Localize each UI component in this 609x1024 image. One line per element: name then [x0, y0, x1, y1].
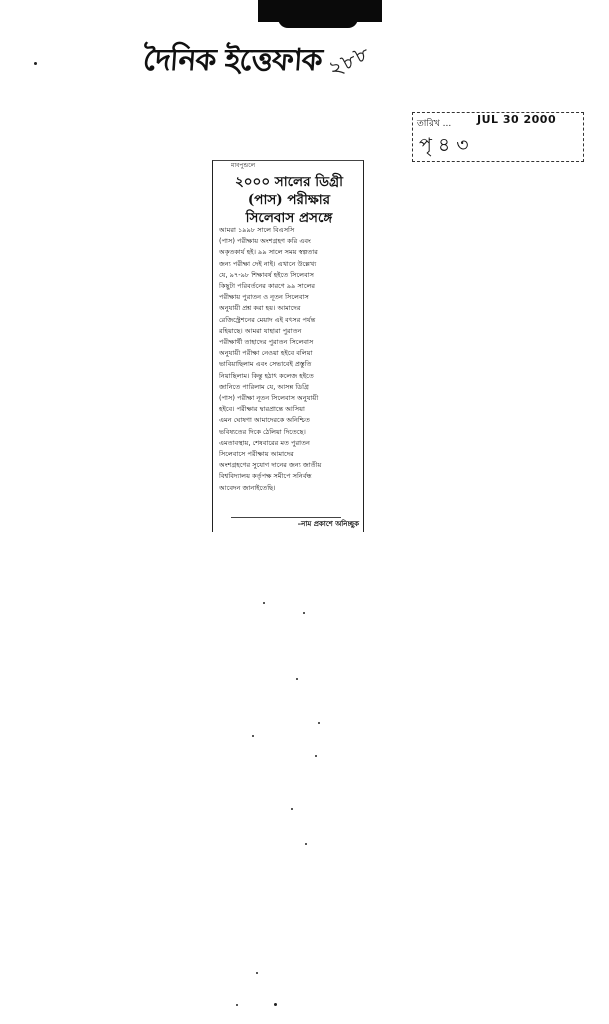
body-line: আমরা ১৯৯৮ সালে বিএসসি — [219, 226, 295, 234]
scan-speck — [252, 735, 254, 737]
handwritten-page-number: ২৮৮ — [324, 40, 374, 83]
body-line: এমতাবস্থায়, শেষবারের মত পুরাতন — [219, 438, 310, 447]
clip-source: মাবপুন্ডলে — [231, 162, 256, 169]
body-line: পরীক্ষার্থী তাহাদের পুরাতন সিলেবাস — [219, 338, 314, 347]
scan-speck — [291, 808, 293, 810]
scan-speck — [318, 722, 320, 724]
headline-line: ২০০০ সালের ডিগ্রী — [234, 174, 344, 190]
body-line: রহিয়াছে। আমরা যাহারা পুরাতন — [219, 326, 302, 335]
body-line: কিছুটা পরিবর্তনের কারণে ৯৯ সালের — [219, 282, 316, 291]
body-line: যে, ৯৭-৯৮ শিক্ষাবর্ষ হইতে সিলেবাস — [219, 270, 315, 279]
scan-speck — [315, 755, 317, 757]
body-line: জানিতে পারিলাম যে, আসন্ন ডিগ্রি — [219, 382, 309, 391]
scan-speck — [296, 678, 298, 680]
body-line: অকৃতকার্য হই। ৯৯ সালে সময় স্বল্পতার — [219, 248, 318, 257]
body-line: ভবিষ্যতের দিকে ঠেলিয়া দিতেছে। — [219, 427, 306, 436]
body-line: পরীক্ষায় পুরাতন ও নূতন সিলেবাস — [219, 293, 309, 302]
scan-speck — [236, 1004, 238, 1006]
scan-speck — [263, 602, 265, 604]
body-line: (পাস) পরীক্ষা নূতন সিলেবাস অনুযায়ী — [219, 394, 319, 403]
clip-headline — [219, 173, 359, 227]
date-stamp — [412, 112, 584, 162]
stamp-page: পৃ ৪ ৩ — [419, 134, 469, 156]
newspaper-masthead: দৈনিক ইত্তেফাক — [141, 43, 323, 78]
body-line: (পাস) পরীক্ষায় অংশগ্রহণ করি এবং — [219, 237, 311, 246]
body-line: এমন ঘোষণা আমাদেরকে অনিশ্চিত — [219, 416, 310, 425]
clip-body — [219, 225, 361, 494]
scan-speck — [256, 972, 258, 974]
clip-signature: –নাম প্রকাশে অনিচ্ছুক — [297, 520, 359, 528]
scan-speck — [305, 843, 307, 845]
body-line: আবেদন জানাইতেছি। — [219, 483, 276, 492]
body-line: অংশগ্রহণের সুযোগ দানের জন্য জাতীয় — [219, 461, 322, 470]
body-line: বিশ্ববিদ্যালয় কর্তৃপক্ষ সমীপে সনির্বন্ধ — [219, 472, 312, 481]
stamp-date: JUL 30 2000 — [477, 113, 557, 126]
body-line: অনুযায়ী প্রশ্ন করা হয়। আমাদের — [219, 304, 301, 313]
newspaper-clipping — [212, 160, 364, 532]
scan-blot — [258, 0, 382, 22]
body-line: নিয়াছিলাম। কিন্তু হঠাৎ কলেজ হইতে — [219, 371, 314, 380]
body-line: রেজিস্ট্রেশনের মেয়াদ এই বৎসর পর্যন্ত — [219, 315, 316, 324]
headline-line: (পাস) পরীক্ষার — [247, 192, 331, 208]
body-line: জন্য পরীক্ষা দেই নাই। এখানে উল্লেখ্য — [219, 259, 317, 268]
scan-speck — [34, 62, 37, 65]
body-line: ভাবিয়াছিলাম এবং সেভাবেই প্রস্তুতি — [219, 360, 312, 369]
body-line: অনুযায়ী পরীক্ষা নেওয়া হইবে বলিয়া — [219, 349, 313, 358]
body-line: সিলেবাসে পরীক্ষায় আমাদের — [219, 450, 294, 459]
body-line: হইবে। পরীক্ষার দ্বারপ্রান্তে আসিয়া — [219, 405, 305, 414]
scan-speck — [274, 1003, 277, 1006]
headline-line: সিলেবাস প্রসঙ্গে — [245, 210, 333, 226]
stamp-label: তারিখ ... — [417, 119, 452, 129]
scan-speck — [303, 612, 305, 614]
